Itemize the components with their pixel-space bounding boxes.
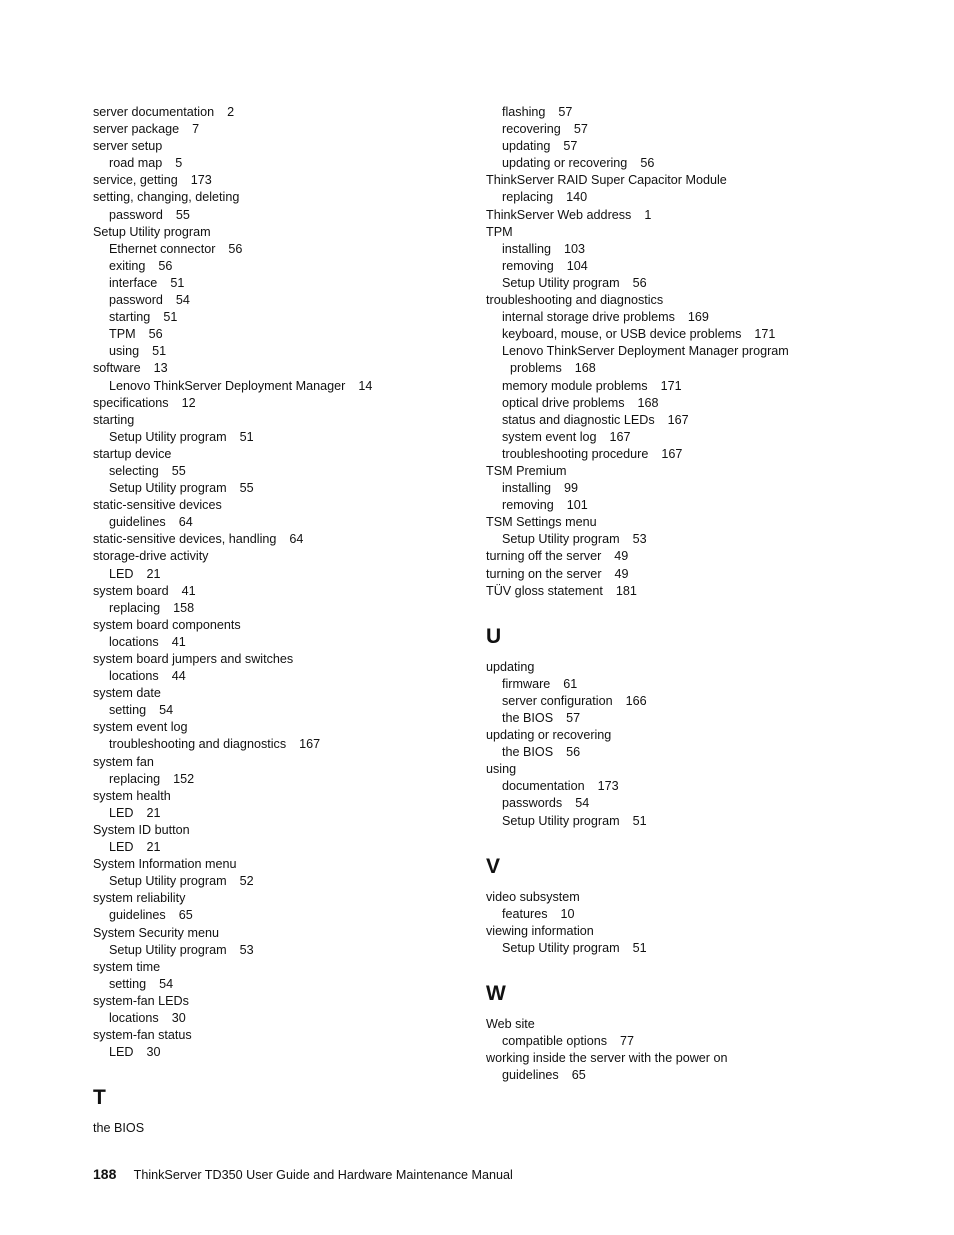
index-entry	[93, 360, 463, 377]
index-term: updating or recovering	[486, 728, 612, 743]
index-term: system time	[93, 959, 161, 974]
index-term: interface	[109, 275, 158, 290]
index-page-ref: 30	[171, 1010, 186, 1025]
index-term: selecting	[109, 463, 159, 478]
index-page-ref: 52	[239, 874, 254, 889]
index-term: starting	[93, 412, 135, 427]
index-page-ref: 56	[566, 745, 581, 760]
index-page-ref: 166	[625, 693, 647, 708]
index-entries-left	[93, 104, 463, 1061]
index-term: removing	[502, 258, 554, 273]
index-entry	[93, 617, 463, 634]
index-page-ref: 167	[661, 446, 683, 461]
index-page-ref: 61	[563, 676, 578, 691]
index-entry	[93, 548, 463, 565]
index-term: recovering	[502, 122, 561, 137]
index-page-ref: 51	[163, 310, 178, 325]
index-subentry	[93, 873, 463, 890]
index-term: setting, changing, deleting	[93, 190, 240, 205]
index-term: the BIOS	[93, 1121, 145, 1136]
index-term: locations	[109, 669, 159, 684]
index-term: status and diagnostic LEDs	[502, 412, 655, 427]
index-term: ThinkServer RAID Super Capacitor Module	[486, 173, 727, 188]
index-page-ref: 57	[563, 139, 578, 154]
index-term: viewing information	[486, 923, 594, 938]
index-page-ref: 30	[146, 1045, 161, 1060]
index-term: updating	[502, 139, 551, 154]
footer-document-title: ThinkServer TD350 User Guide and Hardware Maintenance Manual	[133, 1168, 513, 1182]
index-term: updating or recovering	[502, 156, 628, 171]
index-page-ref: 173	[597, 779, 619, 794]
index-page-ref: 173	[190, 173, 212, 188]
index-entry	[486, 548, 886, 565]
index-page-ref: 53	[632, 532, 647, 547]
index-page-ref: 65	[178, 908, 193, 923]
index-term: replacing	[109, 600, 161, 615]
index-term: Ethernet connector	[109, 241, 216, 256]
index-page-ref: 54	[575, 796, 590, 811]
index-entry	[93, 959, 463, 976]
index-subentry	[93, 480, 463, 497]
index-subentry	[93, 771, 463, 788]
index-subentry	[486, 813, 886, 830]
index-page-ref: 55	[175, 207, 190, 222]
index-subentry	[93, 942, 463, 959]
index-page-ref: 49	[614, 549, 629, 564]
index-page-ref: 41	[181, 583, 196, 598]
index-entry	[93, 446, 463, 463]
index-page-ref: 14	[358, 378, 373, 393]
index-term: storage-drive activity	[93, 549, 209, 564]
index-page-ref: 152	[173, 771, 195, 786]
index-subentry	[486, 480, 886, 497]
index-term: server package	[93, 122, 180, 137]
index-term: service, getting	[93, 173, 178, 188]
index-entry	[93, 395, 463, 412]
index-subentry	[486, 138, 886, 155]
index-page-ref: 7	[192, 122, 200, 137]
index-term: TSM Settings menu	[486, 515, 597, 530]
index-term: Lenovo ThinkServer Deployment Manager program	[502, 344, 789, 359]
index-entries-t	[93, 1120, 463, 1137]
index-term: removing	[502, 498, 554, 513]
index-term: System Information menu	[93, 857, 237, 872]
index-entry	[486, 172, 886, 189]
index-page-ref: 5	[175, 156, 183, 171]
index-subentry	[93, 275, 463, 292]
index-entry	[93, 189, 463, 206]
index-subentry	[486, 378, 886, 395]
index-page-ref: 44	[171, 669, 186, 684]
index-entry	[93, 531, 463, 548]
index-subentry	[486, 710, 886, 727]
index-term: system board jumpers and switches	[93, 652, 294, 666]
index-term: TÜV gloss statement	[486, 583, 603, 598]
index-page-ref: 51	[632, 813, 647, 828]
index-term: exiting	[109, 258, 146, 273]
index-entry	[93, 651, 463, 668]
index-term: password	[109, 207, 163, 222]
section-letter-w: W	[486, 982, 506, 1006]
index-entry	[93, 224, 463, 241]
index-page-ref: 49	[614, 566, 629, 581]
index-term: system fan	[93, 754, 154, 769]
index-subentry	[93, 1010, 463, 1027]
index-subentry	[93, 839, 463, 856]
index-subentry	[486, 693, 886, 710]
index-term: Setup Utility program	[109, 942, 227, 957]
index-page-ref: 41	[171, 634, 186, 649]
index-entry	[93, 719, 463, 736]
index-entry	[486, 1016, 886, 1033]
index-term: replacing	[502, 190, 554, 205]
index-subentry	[486, 412, 886, 429]
index-page-ref: 171	[754, 327, 776, 342]
index-term: setting	[109, 703, 147, 718]
index-page-ref: 56	[148, 327, 163, 342]
index-page-ref: 77	[620, 1034, 635, 1049]
index-entry	[93, 172, 463, 189]
footer-page-number: 188	[93, 1166, 117, 1182]
index-entry	[486, 761, 886, 778]
index-subentry	[486, 360, 886, 377]
index-subentry	[93, 1044, 463, 1061]
index-page-ref: 158	[173, 600, 195, 615]
index-entry	[486, 727, 886, 744]
index-term: turning off the server	[486, 549, 602, 564]
index-term: using	[109, 344, 140, 359]
index-subentry	[93, 566, 463, 583]
index-term: system event log	[502, 429, 597, 444]
index-entries-u	[486, 659, 886, 830]
index-subentry	[486, 104, 886, 121]
index-page-ref: 21	[146, 805, 161, 820]
index-subentry	[93, 207, 463, 224]
index-term: specifications	[93, 395, 169, 410]
index-page-ref: 56	[632, 275, 647, 290]
index-subentry	[486, 497, 886, 514]
index-term: documentation	[502, 779, 585, 794]
index-entry	[93, 822, 463, 839]
index-page-ref: 55	[239, 481, 254, 496]
page-footer	[93, 1166, 513, 1182]
index-column-left	[93, 104, 463, 1137]
index-term: problems	[510, 361, 562, 376]
index-entry	[93, 497, 463, 514]
index-page-ref: 10	[560, 906, 575, 921]
index-term: road map	[109, 156, 163, 171]
index-subentry	[93, 326, 463, 343]
index-term: compatible options	[502, 1034, 608, 1049]
index-entry	[93, 685, 463, 702]
section-letter-t: T	[93, 1086, 106, 1110]
index-subentry	[93, 668, 463, 685]
index-page-ref: 1	[644, 207, 652, 222]
index-entry	[486, 463, 886, 480]
index-page-ref: 51	[239, 429, 254, 444]
index-subentry	[93, 343, 463, 360]
index-entry	[93, 104, 463, 121]
index-term: System ID button	[93, 822, 190, 837]
index-term: troubleshooting procedure	[502, 446, 649, 461]
index-entry	[486, 292, 886, 309]
index-entry	[93, 890, 463, 907]
index-entry	[93, 1120, 463, 1137]
section-letter-v: V	[486, 854, 501, 878]
index-term: installing	[502, 481, 552, 496]
index-subentry	[93, 241, 463, 258]
index-page-ref: 171	[660, 378, 682, 393]
index-subentry	[93, 155, 463, 172]
index-term: server setup	[93, 139, 163, 154]
index-page-ref: 64	[289, 532, 304, 547]
index-subentry	[486, 429, 886, 446]
index-term: LED	[109, 566, 134, 581]
index-page-ref: 167	[609, 429, 631, 444]
index-subentry	[93, 600, 463, 617]
index-term: startup device	[93, 446, 172, 461]
index-subentry	[486, 326, 886, 343]
index-term: Setup Utility program	[502, 813, 620, 828]
index-term: video subsystem	[486, 889, 580, 904]
index-page-ref: 57	[573, 122, 588, 137]
index-term: server configuration	[502, 693, 613, 708]
index-page-ref: 169	[687, 310, 709, 325]
index-term: LED	[109, 805, 134, 820]
index-term: TPM	[109, 327, 136, 342]
index-entry	[93, 856, 463, 873]
index-term: installing	[502, 241, 552, 256]
index-subentry	[93, 907, 463, 924]
index-page-ref: 51	[152, 344, 167, 359]
index-term: the BIOS	[502, 711, 554, 725]
index-term: internal storage drive problems	[502, 310, 675, 325]
index-subentry	[93, 702, 463, 719]
index-subentry	[93, 514, 463, 531]
index-entry	[486, 207, 886, 224]
index-page-ref: 104	[566, 258, 588, 273]
index-subentry	[486, 795, 886, 812]
index-term: flashing	[502, 105, 546, 119]
index-subentry	[486, 258, 886, 275]
index-page-ref: 2	[227, 105, 235, 119]
index-subentry	[93, 292, 463, 309]
index-term: updating	[486, 659, 535, 674]
index-term: TSM Premium	[486, 463, 567, 478]
index-term: firmware	[502, 676, 551, 691]
index-page-ref: 99	[564, 481, 579, 496]
index-page-ref: 13	[153, 361, 168, 376]
index-page-ref: 51	[632, 940, 647, 955]
index-term: static-sensitive devices	[93, 498, 222, 513]
index-term: troubleshooting and diagnostics	[109, 737, 287, 752]
index-term: working inside the server with the power on	[486, 1051, 728, 1066]
index-subentry	[93, 736, 463, 753]
index-entry	[486, 224, 886, 241]
index-page-ref: 54	[159, 976, 174, 991]
index-entry	[93, 1027, 463, 1044]
index-subentry	[486, 343, 886, 360]
index-subentry	[486, 309, 886, 326]
index-subentry	[93, 805, 463, 822]
index-page-ref: 168	[637, 395, 659, 410]
index-page-ref: 101	[566, 498, 588, 513]
index-subentry	[486, 1067, 886, 1084]
index-subentry	[93, 634, 463, 651]
section-letter-u: U	[486, 624, 502, 648]
index-subentry	[486, 744, 886, 761]
index-page-ref: 55	[171, 463, 186, 478]
index-entry	[93, 583, 463, 600]
index-term: setting	[109, 976, 147, 991]
index-term: system date	[93, 686, 161, 701]
index-page-ref: 56	[228, 241, 243, 256]
index-term: password	[109, 293, 163, 308]
index-subentry	[486, 275, 886, 292]
index-page-ref: 54	[175, 293, 190, 308]
index-entry	[93, 788, 463, 805]
index-entry	[93, 925, 463, 942]
index-entry	[486, 514, 886, 531]
index-page-ref: 167	[667, 412, 689, 427]
index-term: system-fan status	[93, 1028, 192, 1043]
index-term: ThinkServer Web address	[486, 207, 632, 222]
index-entry	[93, 754, 463, 771]
index-entry	[486, 1050, 886, 1067]
index-page-ref: 53	[239, 942, 254, 957]
index-term: Lenovo ThinkServer Deployment Manager	[109, 378, 346, 393]
index-term: guidelines	[109, 515, 166, 530]
index-term: system board	[93, 583, 169, 598]
index-subentry	[486, 531, 886, 548]
index-term: features	[502, 906, 548, 921]
index-term: static-sensitive devices, handling	[93, 532, 277, 547]
index-page-ref: 56	[158, 258, 173, 273]
index-subentry	[486, 940, 886, 957]
index-subentry	[93, 258, 463, 275]
index-term: passwords	[502, 796, 563, 811]
index-page-ref: 57	[558, 105, 573, 119]
index-subentry	[486, 395, 886, 412]
index-term: memory module problems	[502, 378, 648, 393]
index-entry	[486, 659, 886, 676]
index-entries-w	[486, 1016, 886, 1084]
index-subentry	[486, 189, 886, 206]
index-subentry	[93, 429, 463, 446]
index-term: Setup Utility program	[109, 429, 227, 444]
index-subentry	[486, 906, 886, 923]
index-term: server documentation	[93, 105, 215, 119]
index-page-ref: 57	[566, 711, 581, 725]
index-subentry	[486, 778, 886, 795]
index-entry	[486, 583, 886, 600]
index-term: the BIOS	[502, 745, 554, 760]
index-page-ref: 12	[181, 395, 196, 410]
index-term: system board components	[93, 617, 241, 632]
index-page-ref: 54	[159, 703, 174, 718]
index-entries-v	[486, 889, 886, 957]
index-term: Web site	[486, 1017, 535, 1032]
index-page-ref: 65	[571, 1068, 586, 1083]
index-term: troubleshooting and diagnostics	[486, 293, 664, 308]
index-entry	[93, 138, 463, 155]
index-subentry	[486, 155, 886, 172]
index-term: replacing	[109, 771, 161, 786]
index-page-ref: 21	[146, 840, 161, 855]
index-term: system reliability	[93, 891, 186, 906]
index-term: keyboard, mouse, or USB device problems	[502, 327, 742, 342]
index-page-ref: 51	[170, 275, 185, 290]
index-page-ref: 168	[574, 361, 596, 376]
index-subentry	[486, 121, 886, 138]
index-term: Setup Utility program	[502, 532, 620, 547]
index-entry	[93, 993, 463, 1010]
index-term: Setup Utility program	[93, 224, 211, 239]
index-page-ref: 181	[615, 583, 637, 598]
index-subentry	[93, 378, 463, 395]
index-term: guidelines	[109, 908, 166, 923]
index-page-ref: 64	[178, 515, 193, 530]
index-subentry	[486, 1033, 886, 1050]
index-entry	[486, 566, 886, 583]
index-term: software	[93, 361, 141, 376]
index-entry	[486, 889, 886, 906]
index-term: guidelines	[502, 1068, 559, 1083]
index-term: Setup Utility program	[109, 481, 227, 496]
index-term: turning on the server	[486, 566, 602, 581]
index-term: system event log	[93, 720, 188, 735]
index-term: LED	[109, 840, 134, 855]
index-term: locations	[109, 1010, 159, 1025]
index-term: system-fan LEDs	[93, 993, 189, 1008]
index-page-ref: 167	[299, 737, 321, 752]
index-subentry	[486, 446, 886, 463]
index-term: locations	[109, 634, 159, 649]
index-subentry	[93, 309, 463, 326]
index-subentry	[93, 463, 463, 480]
index-term: Setup Utility program	[502, 940, 620, 955]
index-term: System Security menu	[93, 925, 219, 940]
index-page-ref: 56	[640, 156, 655, 171]
index-term: Setup Utility program	[109, 874, 227, 889]
index-subentry	[486, 241, 886, 258]
index-term: system health	[93, 788, 171, 803]
index-term: optical drive problems	[502, 395, 625, 410]
index-term: using	[486, 762, 517, 777]
index-term: TPM	[486, 224, 513, 239]
index-entry	[93, 121, 463, 138]
index-entry	[486, 923, 886, 940]
index-entries-right	[486, 104, 886, 600]
index-page-ref: 21	[146, 566, 161, 581]
index-entry	[93, 412, 463, 429]
index-subentry	[486, 676, 886, 693]
index-page-ref: 103	[564, 241, 586, 256]
index-column-right	[486, 104, 886, 1084]
index-term: Setup Utility program	[502, 275, 620, 290]
index-term: starting	[109, 310, 151, 325]
index-term: LED	[109, 1045, 134, 1060]
index-page-ref: 140	[566, 190, 588, 205]
index-subentry	[93, 976, 463, 993]
